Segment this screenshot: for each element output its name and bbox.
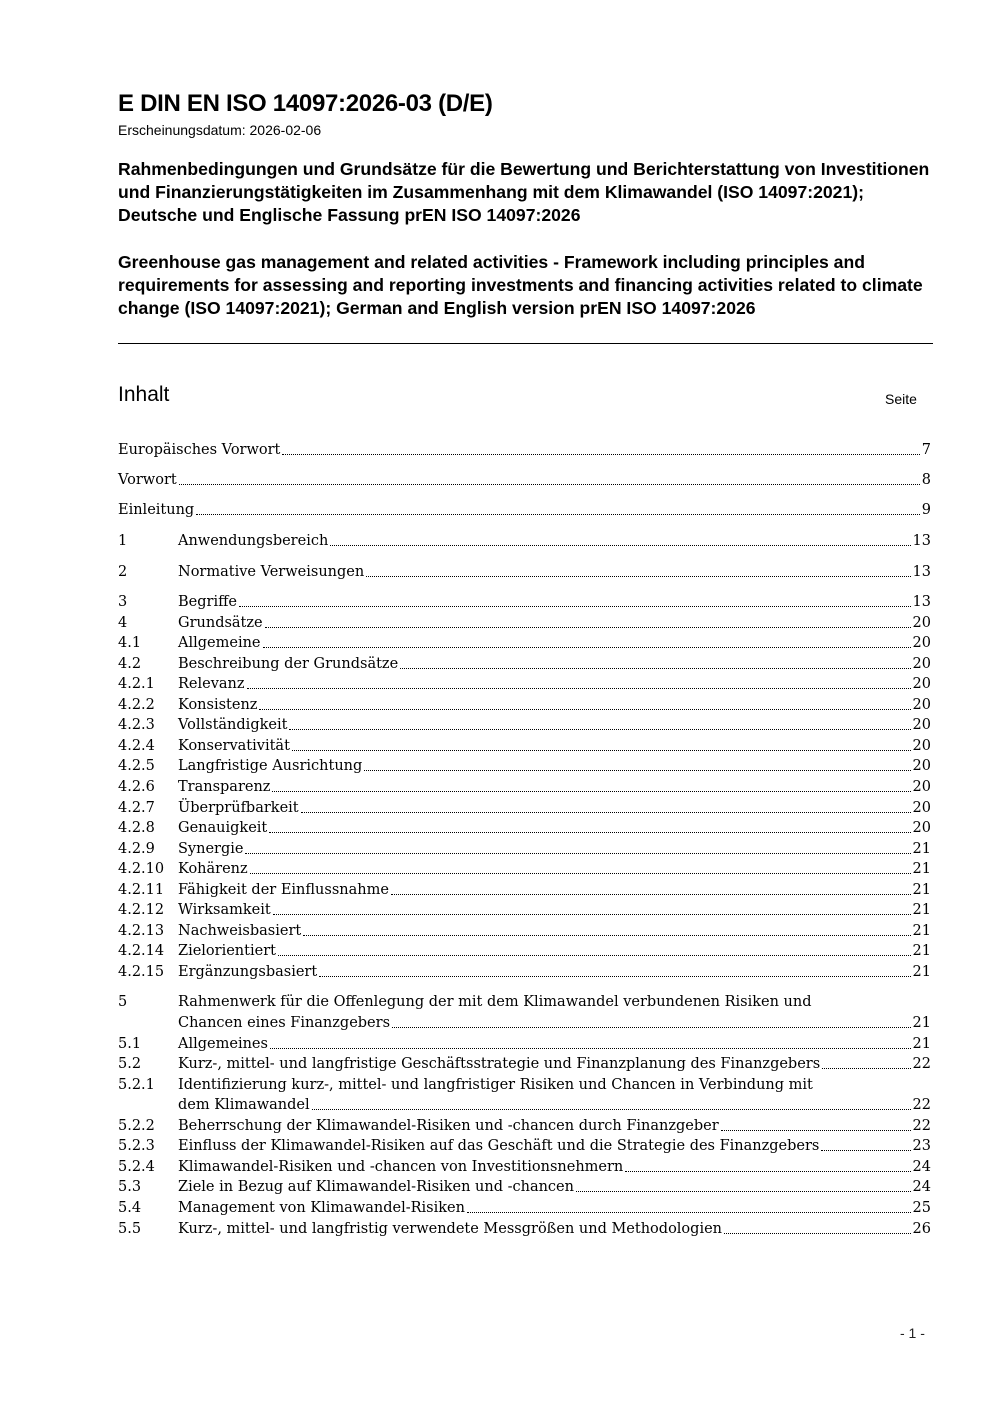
toc-dot-leader — [272, 790, 910, 792]
toc-entry[interactable] — [118, 962, 931, 982]
toc-heading: Inhalt — [118, 383, 170, 406]
title-german: Rahmenbedingungen und Grundsätze für die Bewertung und Berichterstattung von Investitionen und Finanzierungstätigkeiten im Zusammenhang mit dem Klimawandel (ISO 14097:2021); Deutsche und Englische Fassung prEN ISO 14097:2026 — [118, 159, 930, 225]
toc-dot-leader — [259, 708, 910, 710]
toc-entry[interactable] — [118, 654, 931, 674]
toc-dot-leader — [330, 544, 910, 546]
toc-dot-leader — [250, 872, 911, 874]
toc-entry-page: 21 — [912, 943, 931, 960]
toc-entry-title-line1: Rahmenwerk für die Offenlegung der mit dem Klimawandel verbundenen Risiken und — [178, 994, 812, 1011]
toc-entry-title: Synergie — [178, 840, 244, 857]
toc-dot-leader — [282, 453, 919, 455]
toc-entry-title: Transparenz — [178, 778, 271, 795]
toc-dot-leader — [467, 1211, 911, 1213]
toc-dot-leader — [269, 831, 910, 833]
toc-entry[interactable] — [118, 1095, 931, 1115]
toc-page-column-label: Seite — [885, 391, 917, 407]
toc-entry[interactable] — [118, 1054, 931, 1074]
toc-entry-number: 4.2.3 — [118, 717, 155, 734]
toc-dot-leader — [245, 852, 910, 854]
toc-entry[interactable] — [118, 777, 931, 797]
toc-entry-page: 24 — [912, 1158, 931, 1175]
toc-entry-title: Ziele in Bezug auf Klimawandel-Risiken und -chancen — [178, 1179, 574, 1196]
toc-entry-number: 4.2.10 — [118, 861, 165, 878]
toc-entry[interactable] — [118, 859, 931, 879]
toc-entry[interactable] — [118, 562, 931, 582]
publication-date: Erscheinungsdatum: 2026-02-06 — [118, 122, 322, 138]
toc-entry-title-line1: Identifizierung kurz-, mittel- und langfristiger Risiken und Chancen in Verbindung mit — [178, 1076, 813, 1093]
toc-dot-leader — [292, 749, 911, 751]
toc-dot-leader — [273, 913, 911, 915]
toc-dot-leader — [400, 667, 910, 669]
toc-entry[interactable] — [118, 1034, 931, 1054]
toc-entry-number: 5.2.2 — [118, 1117, 155, 1134]
toc-entry-page: 21 — [912, 861, 931, 878]
toc-entry-title: Management von Klimawandel-Risiken — [178, 1199, 465, 1216]
toc-entry-page: 20 — [912, 696, 931, 713]
toc-entry-number: 4.2 — [118, 655, 142, 672]
toc-entry[interactable] — [118, 839, 931, 859]
toc-dot-leader — [319, 975, 910, 977]
toc-entry[interactable] — [118, 715, 931, 735]
toc-entry[interactable] — [118, 440, 931, 460]
toc-entry[interactable] — [118, 818, 931, 838]
toc-entry-number: 5.4 — [118, 1199, 142, 1216]
toc-entry-title: Kurz-, mittel- und langfristig verwendete Messgrößen und Methodologien — [178, 1220, 723, 1237]
toc-entry-title: Beherrschung der Klimawandel-Risiken und -chancen durch Finanzgeber — [178, 1117, 719, 1134]
toc-entry-page: 7 — [921, 442, 931, 458]
toc-entry-number: 4.2.12 — [118, 902, 165, 919]
toc-dot-leader — [822, 1067, 910, 1069]
toc-entry-page: 20 — [912, 614, 931, 631]
toc-entry-number: 2 — [118, 564, 128, 580]
toc-entry-number: 4.2.1 — [118, 676, 155, 693]
toc-entry-page: 20 — [912, 737, 931, 754]
toc-entry-page: 20 — [912, 758, 931, 775]
toc-dot-leader — [576, 1190, 911, 1192]
toc-dot-leader — [263, 646, 911, 648]
toc-dot-leader — [301, 811, 911, 813]
toc-entry-title: Grundsätze — [178, 614, 263, 631]
toc-dot-leader — [270, 1047, 911, 1049]
toc-dot-leader — [391, 893, 911, 895]
toc-entry-page: 21 — [912, 881, 931, 898]
toc-entry-page: 20 — [912, 655, 931, 672]
toc-entry-page: 13 — [912, 594, 931, 610]
toc-entry-number: 4.2.9 — [118, 840, 155, 857]
toc-entry-number: 4.2.2 — [118, 696, 155, 713]
toc-entry-page: 24 — [912, 1179, 931, 1196]
toc-entry-title: Allgemeine — [178, 635, 261, 652]
toc-entry-title: Zielorientiert — [178, 943, 276, 960]
toc-entry[interactable] — [118, 470, 931, 490]
toc-entry-page: 21 — [912, 1035, 931, 1052]
toc-entry-title: Langfristige Ausrichtung — [178, 758, 363, 775]
toc-entry-page: 21 — [912, 963, 931, 980]
toc-dot-leader — [724, 1232, 911, 1234]
toc-entry-title: Normative Verweisungen — [178, 564, 365, 580]
toc-entry-title: Nachweisbasiert — [178, 922, 302, 939]
toc-entry-number: 1 — [118, 533, 128, 549]
toc-entry-page: 20 — [912, 820, 931, 837]
toc-entry-title: Genauigkeit — [178, 820, 268, 837]
toc-dot-leader — [721, 1129, 911, 1131]
page-number: - 1 - — [900, 1325, 925, 1341]
toc-entry[interactable] — [118, 941, 931, 961]
header-divider — [118, 343, 933, 344]
toc-entry-number: 5 — [118, 994, 128, 1011]
toc-entry[interactable] — [118, 500, 931, 520]
toc-entry-number: 5.2.3 — [118, 1138, 155, 1155]
toc-entry-title: Kurz-, mittel- und langfristige Geschäftsstrategie und Finanzplanung des Finanzgebers — [178, 1056, 821, 1073]
toc-entry-page: 22 — [912, 1056, 931, 1073]
toc-entry-number: 3 — [118, 594, 128, 610]
toc-entry-page: 22 — [912, 1117, 931, 1134]
toc-entry-title: Konsistenz — [178, 696, 258, 713]
toc-entry-number: 4.2.7 — [118, 799, 155, 816]
toc-entry[interactable] — [118, 592, 931, 612]
document-id: E DIN EN ISO 14097:2026-03 (D/E) — [118, 90, 493, 117]
toc-entry[interactable] — [118, 1198, 931, 1218]
toc-entry-number: 4.2.13 — [118, 922, 165, 939]
toc-entry-number: 4 — [118, 614, 128, 631]
toc-dot-leader — [278, 954, 911, 956]
title-english: Greenhouse gas management and related activities - Framework including principles and requirements for assessing and reporting investments and financing activities related to climate change (ISO 14097:2021); German and English version prEN ISO 14097:2026 — [118, 252, 923, 318]
toc-entry[interactable] — [118, 633, 931, 653]
toc-entry-title: Allgemeines — [178, 1035, 268, 1052]
toc-entry[interactable] — [118, 921, 931, 941]
toc-entry[interactable] — [118, 880, 931, 900]
toc-entry[interactable] — [118, 798, 931, 818]
toc-entry-number: 4.1 — [118, 635, 142, 652]
toc-entry-number: 5.3 — [118, 1179, 142, 1196]
toc-entry[interactable] — [118, 1177, 931, 1197]
toc-dot-leader — [366, 575, 910, 577]
toc-entry-page: 20 — [912, 799, 931, 816]
toc-entry[interactable] — [118, 613, 931, 633]
toc-dot-leader — [392, 1026, 911, 1028]
toc-entry-title: Kohärenz — [178, 861, 248, 878]
toc-entry-title: Vorwort — [118, 472, 177, 488]
toc-entry-number: 4.2.15 — [118, 963, 165, 980]
toc-entry-title: Chancen eines Finanzgebers — [178, 1015, 391, 1031]
toc-entry[interactable] — [118, 736, 931, 756]
toc-entry-title: Beschreibung der Grundsätze — [178, 655, 399, 672]
toc-entry[interactable] — [118, 1219, 931, 1239]
toc-entry-page: 9 — [921, 502, 931, 518]
toc-entry-title: dem Klimawandel — [178, 1097, 310, 1114]
toc-entry-title: Relevanz — [178, 676, 245, 693]
toc-dot-leader — [821, 1149, 910, 1151]
toc-entry[interactable] — [118, 1116, 931, 1136]
toc-entry-page: 13 — [912, 533, 931, 549]
toc-entry-page: 26 — [912, 1220, 931, 1237]
toc-entry[interactable] — [118, 1013, 931, 1033]
toc-entry-title: Einleitung — [118, 502, 195, 518]
toc-entry[interactable] — [118, 1136, 931, 1156]
toc-entry-page: 20 — [912, 717, 931, 734]
toc-entry-page: 20 — [912, 676, 931, 693]
toc-entry-page: 21 — [912, 1015, 931, 1031]
toc-entry-page: 13 — [912, 564, 931, 580]
toc-entry-number: 4.2.5 — [118, 758, 155, 775]
toc-entry-number: 4.2.14 — [118, 943, 165, 960]
toc-entry-page: 20 — [912, 635, 931, 652]
toc-entry-page: 22 — [912, 1097, 931, 1114]
toc-dot-leader — [312, 1108, 911, 1110]
toc-entry[interactable] — [118, 695, 931, 715]
toc-entry-title: Klimawandel-Risiken und -chancen von Investitionsnehmern — [178, 1158, 624, 1175]
toc-entry-title: Fähigkeit der Einflussnahme — [178, 881, 389, 898]
toc-dot-leader — [625, 1170, 910, 1172]
toc-entry-title: Begriffe — [178, 594, 237, 610]
toc-entry-page: 8 — [921, 472, 931, 488]
toc-entry[interactable] — [118, 531, 931, 551]
toc-entry-number: 5.5 — [118, 1220, 142, 1237]
toc-entry-number: 4.2.8 — [118, 820, 155, 837]
toc-dot-leader — [303, 934, 910, 936]
toc-entry-page: 25 — [912, 1199, 931, 1216]
toc-entry-title: Einfluss der Klimawandel-Risiken auf das Geschäft und die Strategie des Finanzgebers — [178, 1138, 820, 1155]
toc-entry-page: 23 — [912, 1138, 931, 1155]
toc-dot-leader — [265, 626, 911, 628]
toc-dot-leader — [289, 728, 910, 730]
toc-entry-title: Anwendungsbereich — [178, 533, 329, 549]
toc-entry-page: 21 — [912, 922, 931, 939]
toc-entry-title: Ergänzungsbasiert — [178, 963, 318, 980]
toc-entry-page: 21 — [912, 840, 931, 857]
toc-dot-leader — [179, 483, 920, 485]
toc-dot-leader — [247, 687, 911, 689]
toc-entry-title: Konservativität — [178, 737, 290, 754]
toc-entry-page: 21 — [912, 902, 931, 919]
toc-entry[interactable] — [118, 1157, 931, 1177]
toc-entry-number: 4.2.6 — [118, 778, 155, 795]
toc-entry[interactable] — [118, 674, 931, 694]
toc-entry[interactable] — [118, 900, 931, 920]
toc-dot-leader — [196, 513, 920, 515]
toc-dot-leader — [239, 605, 911, 607]
toc-entry-title: Wirksamkeit — [178, 902, 271, 919]
toc-entry-title: Europäisches Vorwort — [118, 442, 281, 458]
toc-entry-number: 5.2.4 — [118, 1158, 155, 1175]
toc-entry[interactable] — [118, 756, 931, 776]
toc-dot-leader — [364, 769, 910, 771]
toc-entry-number: 4.2.11 — [118, 881, 165, 898]
toc-entry-title: Vollständigkeit — [178, 717, 288, 734]
toc-entry-number: 5.2.1 — [118, 1076, 155, 1093]
toc-entry-title: Überprüfbarkeit — [178, 799, 299, 816]
toc-entry-number: 5.2 — [118, 1056, 142, 1073]
toc-entry-number: 4.2.4 — [118, 737, 155, 754]
toc-entry-number: 5.1 — [118, 1035, 142, 1052]
toc-entry-page: 20 — [912, 778, 931, 795]
